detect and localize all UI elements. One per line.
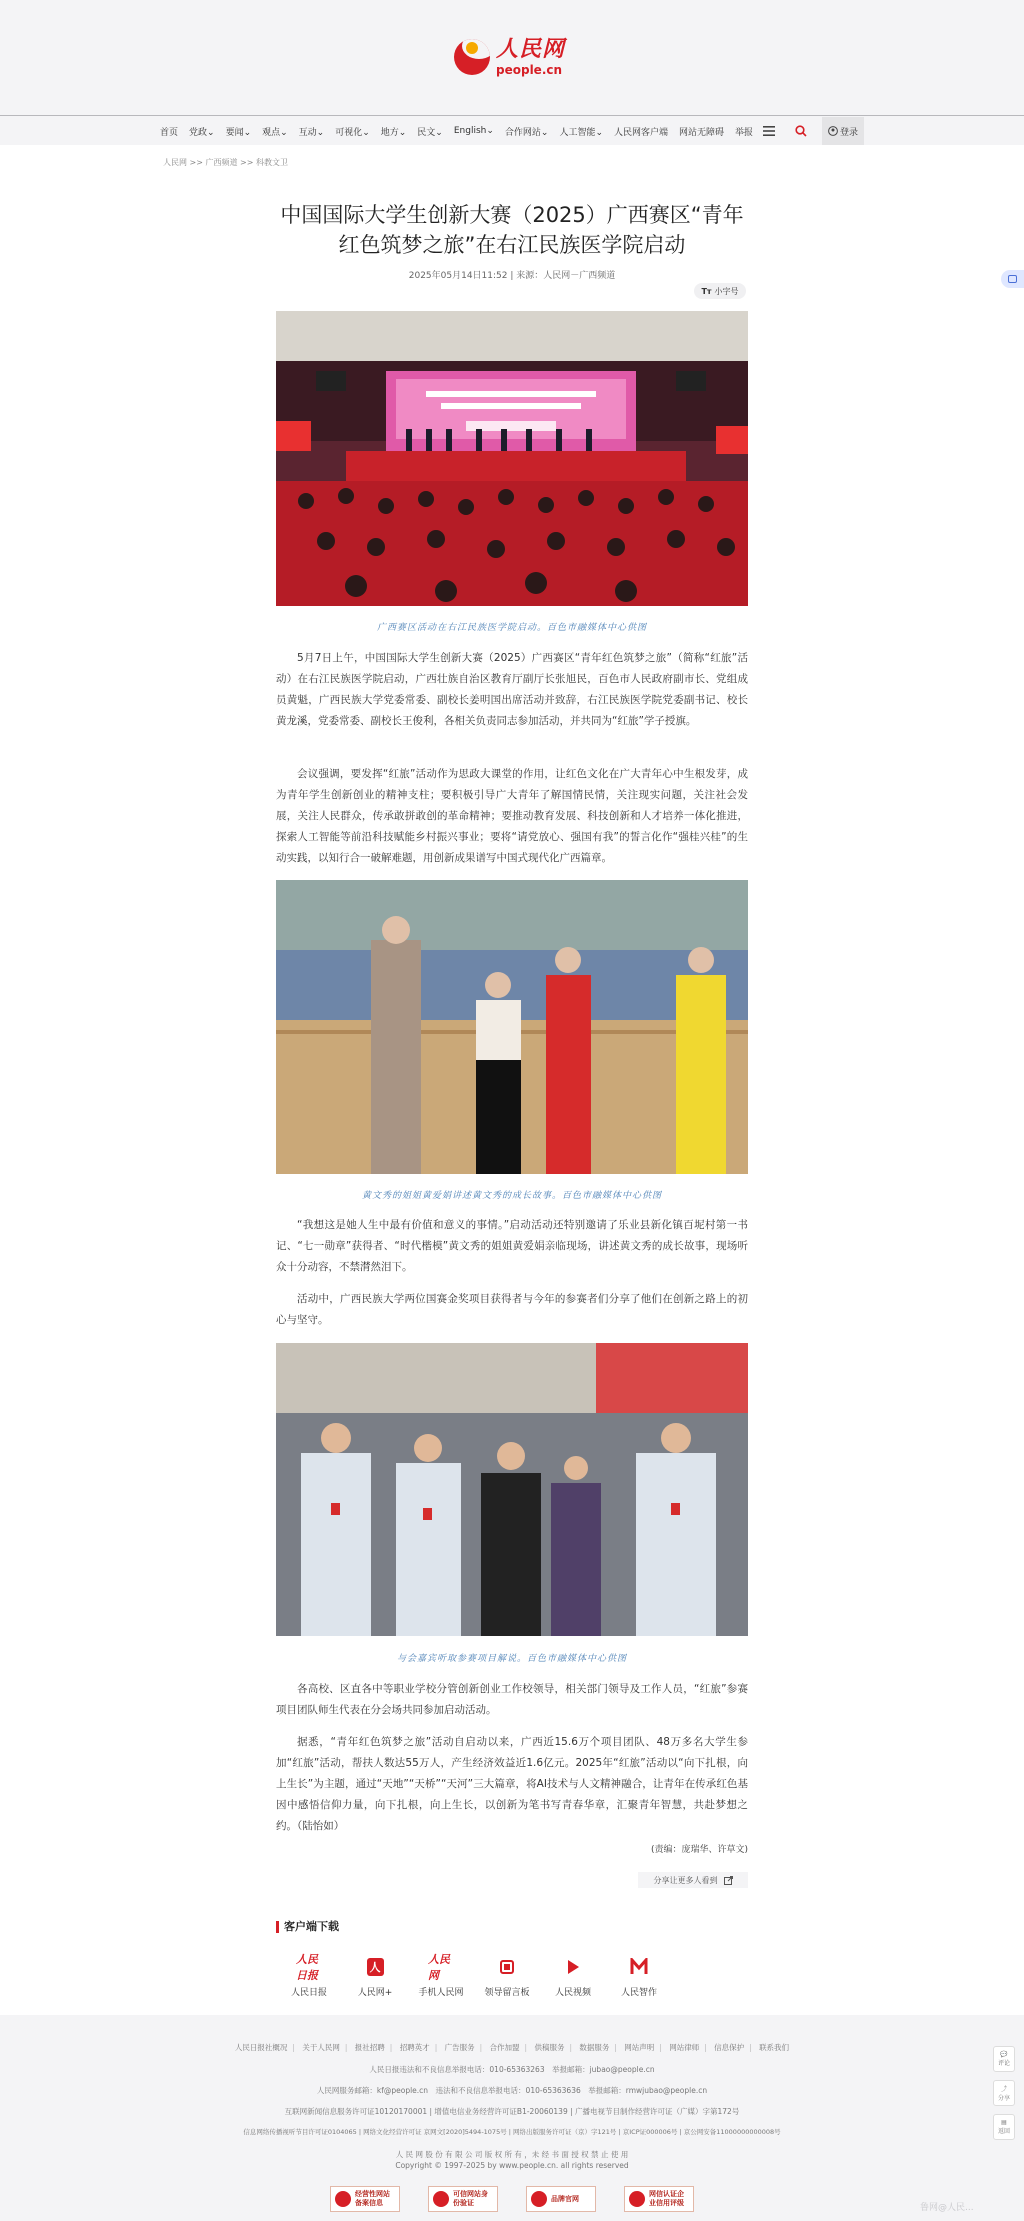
- nav-item-accessibility[interactable]: 网站无障碍: [679, 127, 725, 138]
- site-header: [0, 0, 1024, 115]
- font-size-label: 小字号: [714, 286, 739, 296]
- people-logo[interactable]: [454, 34, 565, 80]
- main-nav-bar: [0, 115, 1024, 145]
- article-photo-guests: [276, 1343, 748, 1636]
- footer-link[interactable]: 网站声明: [624, 2043, 655, 2052]
- nav-item-opinion[interactable]: 观点⌄: [262, 127, 288, 138]
- article-paragraph-3: “我想这是她人生中最有价值和意义的事情。”启动活动还特别邀请了乐业县新化镇百坭村第一书记、“七一勋章”获得者、“时代楷模”黄文秀的姐姐黄爱娟亲临现场，讲述黄文秀的成长故事，现场听众十分动容，不禁潸然泪下。: [276, 1219, 748, 1273]
- footer-link[interactable]: 广告服务: [444, 2043, 475, 2052]
- login-label: 登录: [840, 127, 859, 138]
- menu-icon[interactable]: [758, 120, 780, 142]
- nav-item-ai[interactable]: 人工智能⌄: [559, 127, 603, 138]
- photo-caption-3: 与会嘉宾听取参赛项目解说。百色市融媒体中心供图: [396, 1654, 627, 1664]
- logo-en: people.cn: [496, 63, 563, 77]
- logo-mark-icon: [454, 39, 490, 75]
- article-paragraph-6: 据悉，“青年红色筑梦之旅”活动自启动以来，广西近15.6万个项目团队、48万多名大学生参加“红旅”活动，帮扶人数达55万人，产生经济效益近1.6亿元。2025年“红旅”活动以“向下扎根，向上生长”为主题，通过“天地”“天桥”“天河”三大篇章，将AI技术与人文精神融合，让青年在传承红色基因中感悟信仰力量，向下扎根，向上生长，以创新为笔书写青春华章，汇聚青年智慧，共赴梦想之约。（陆怡如）: [276, 1736, 748, 1832]
- app-label: 手机人民网: [418, 1988, 464, 1998]
- footer-link[interactable]: 信息保护: [714, 2043, 745, 2052]
- nav-item-partners[interactable]: 合作网站⌄: [504, 127, 549, 138]
- back-button[interactable]: ▤ 返回: [993, 2114, 1015, 2140]
- app-label: 人民网+: [357, 1988, 393, 1998]
- footer-link[interactable]: 供稿服务: [534, 2043, 565, 2052]
- article-paragraph-1: 5月7日上午，中国国际大学生创新大赛（2025）广西赛区“青年红色筑梦之旅”（简称“红旅”活动）在右江民族医学院启动，广西壮族自治区教育厅副厅长张旭民，百色市人民政府副市长、党组成员黄魁，广西民族大学党委常委、副校长姜明国出席活动并致辞，右江民族医学院党委副书记、校长黄龙溪，党委常委、副校长王俊利，各相关负责同志参加活动，并共同为“红旅”学子授旗。: [276, 652, 748, 727]
- comment-icon: 💬: [1000, 2051, 1008, 2058]
- nav-item-english[interactable]: English⌄: [453, 126, 494, 136]
- app-zhizuo[interactable]: [606, 1955, 672, 1998]
- badge-trusted[interactable]: 可信网站身份验证: [428, 2186, 498, 2212]
- footer-line-2: 人民网服务邮箱：kf@people.cn 违法和不良信息举报电话：010-65363636 举报邮箱：rmwjubao@people.cn: [316, 2086, 708, 2095]
- share-float-button[interactable]: ⤴ 分享: [993, 2080, 1015, 2106]
- nav-item-visual[interactable]: 可视化⌄: [335, 127, 370, 138]
- article-paragraph-2: 会议强调，要发挥“红旅”活动作为思政大课堂的作用，让红色文化在广大青年心中生根发芽，成为青年学生创新创业的精神支柱；要积极引导广大青年了解国情民情，关注现实问题，关注社会发展，关注人民群众，传承敢拼敢创的革命精神；要推动教育发展、科技创新和人才培养一体化推进，探索人工智能等前沿科技赋能乡村振兴事业；要将“请党放心、强国有我”的誓言化作“强桂兴桂”的生动实践，以知行合一破解难题，用创新成果谱写中国式现代化广西篇章。: [276, 768, 748, 864]
- back-icon: ▤: [1001, 2119, 1007, 2126]
- nav-item-local[interactable]: 地方⌄: [380, 127, 407, 138]
- nav-item-party[interactable]: 党政⌄: [189, 127, 215, 138]
- footer-link[interactable]: 网站律师: [669, 2043, 700, 2052]
- app-rmrb[interactable]: [276, 1955, 342, 1998]
- floating-toolbar: [993, 2046, 1015, 2140]
- app-message-board[interactable]: [474, 1955, 540, 1998]
- message-board-app-icon: [494, 1955, 520, 1979]
- login-button[interactable]: [822, 117, 864, 145]
- footer-link[interactable]: 数据服务: [579, 2043, 610, 2052]
- article-editor: (责编：庞瑞华、许草文): [650, 1845, 748, 1855]
- share-icon: [724, 1876, 733, 1885]
- nav-item-news[interactable]: 要闻⌄: [225, 127, 252, 138]
- badge-record[interactable]: 经营性网站备案信息: [330, 2186, 400, 2212]
- app-label: 人民日报: [290, 1988, 327, 1998]
- credit-seal-icon: [629, 2191, 645, 2207]
- nav-item-ethnic[interactable]: 民文⌄: [417, 127, 443, 138]
- nav-item-client[interactable]: 人民网客户端: [613, 127, 668, 138]
- feedback-icon[interactable]: [1001, 270, 1024, 288]
- badge-credit[interactable]: 网信认证企业信用评级: [624, 2186, 694, 2212]
- app-video[interactable]: [540, 1955, 606, 1998]
- article-title: 中国国际大学生创新大赛（2025）广西赛区“青年红色筑梦之旅”在右江民族医学院启动: [280, 203, 744, 257]
- badge-brand[interactable]: 品牌官网: [526, 2186, 596, 2212]
- search-icon[interactable]: [790, 120, 812, 142]
- article-photo-launch: [276, 311, 748, 606]
- watermark: 鲁网@人民...: [920, 2203, 974, 2213]
- police-shield-icon: [335, 2191, 351, 2207]
- footer-link[interactable]: 关于人民网: [302, 2043, 340, 2052]
- font-size-toggle[interactable]: Tт 小字号: [694, 283, 746, 299]
- footer-link[interactable]: 招聘英才: [399, 2043, 430, 2052]
- download-section-title: 客户端下载: [276, 1921, 339, 1933]
- video-app-icon: [560, 1955, 586, 1979]
- share-float-icon: ⤴: [1000, 2086, 1007, 2093]
- footer-link[interactable]: 报社招聘: [354, 2043, 385, 2052]
- comment-button[interactable]: 💬 评论: [993, 2046, 1015, 2072]
- zhizuo-app-icon: [626, 1955, 652, 1979]
- footer-links: 人民日报社概况 | 关于人民网 | 报社招聘 | 招聘英才 | 广告服务 | 合作加盟 | 供稿服务 | 数据服务 | 网站声明 | 网站律师 | 信息保护 | 联系我们: [234, 2043, 790, 2052]
- footer-link[interactable]: 合作加盟: [489, 2043, 520, 2052]
- footer-link[interactable]: 联系我们: [759, 2043, 790, 2052]
- breadcrumb[interactable]: 人民网 >> 广西频道 >> 科教文卫: [163, 158, 288, 167]
- footer-copyright-en: Copyright © 1997-2025 by www.people.cn. all rights reserved: [395, 2161, 629, 2170]
- app-download-list: [276, 1955, 672, 1998]
- mobile-rmw-app-icon: 人民网: [428, 1953, 450, 1982]
- brand-seal-icon: [531, 2191, 547, 2207]
- rmrb-app-icon: 人民日报: [296, 1953, 318, 1982]
- trust-seal-icon: [433, 2191, 449, 2207]
- user-icon: [828, 126, 838, 136]
- footer-line-4: 信息网络传播视听节目许可证0104065 | 网络文化经营许可证 京网文[2020]5494-1075号 | 网络出版服务许可证（京）字121号 | 京ICP证000006号 | 京公网安备11000000000008号: [243, 2128, 781, 2136]
- logo-cn: 人民网: [496, 36, 566, 62]
- footer-copyright-cn: 人 民 网 股 份 有 限 公 司 版 权 所 有 ，未 经 书 面 授 权 禁 止 使 用: [395, 2150, 629, 2159]
- footer-line-1: 人民日报违法和不良信息举报电话：010-65363263 举报邮箱：jubao@people.cn: [369, 2065, 655, 2074]
- photo-caption-1: 广西赛区活动在右江民族医学院启动。百色市融媒体中心供图: [376, 623, 647, 633]
- article-paragraph-4: 活动中，广西民族大学两位国赛金奖项目获得者与今年的参赛者们分享了他们在创新之路上的初心与坚守。: [276, 1293, 748, 1326]
- photo-caption-2: 黄文秀的姐姐黄爱娟讲述黄文秀的成长故事。百色市融媒体中心供图: [361, 1191, 662, 1201]
- rmw-plus-app-icon: 人: [362, 1955, 388, 1979]
- share-label: 分享让更多人看到: [653, 1875, 718, 1885]
- app-rmw-plus[interactable]: [342, 1955, 408, 1998]
- article-paragraph-5: 各高校、区直各中等职业学校分管创新创业工作校领导，相关部门领导及工作人员，“红旅”参赛项目团队师生代表在分会场共同参加启动活动。: [276, 1683, 748, 1716]
- footer-badges: [330, 2186, 694, 2212]
- app-label: 人民视频: [554, 1988, 591, 1998]
- footer-line-3: 互联网新闻信息服务许可证10120170001 | 增值电信业务经营许可证B1-20060139 | 广播电视节目制作经营许可证（广媒）字第172号: [284, 2107, 740, 2116]
- article-photo-speakers: [276, 880, 748, 1174]
- app-label: 领导留言板: [484, 1988, 530, 1998]
- nav-item-report[interactable]: 举报: [735, 127, 754, 138]
- app-mobile-rmw[interactable]: [408, 1955, 474, 1998]
- nav-item-home[interactable]: 首页: [160, 127, 179, 138]
- main-nav: [160, 116, 764, 146]
- footer-link[interactable]: 人民日报社概况: [234, 2043, 288, 2052]
- nav-tools: [758, 116, 864, 146]
- nav-item-interact[interactable]: 互动⌄: [298, 127, 325, 138]
- article-meta: 2025年05月14日11:52 | 来源：人民网－广西频道: [408, 271, 616, 281]
- share-button[interactable]: [638, 1872, 748, 1888]
- app-label: 人民智作: [620, 1988, 657, 1998]
